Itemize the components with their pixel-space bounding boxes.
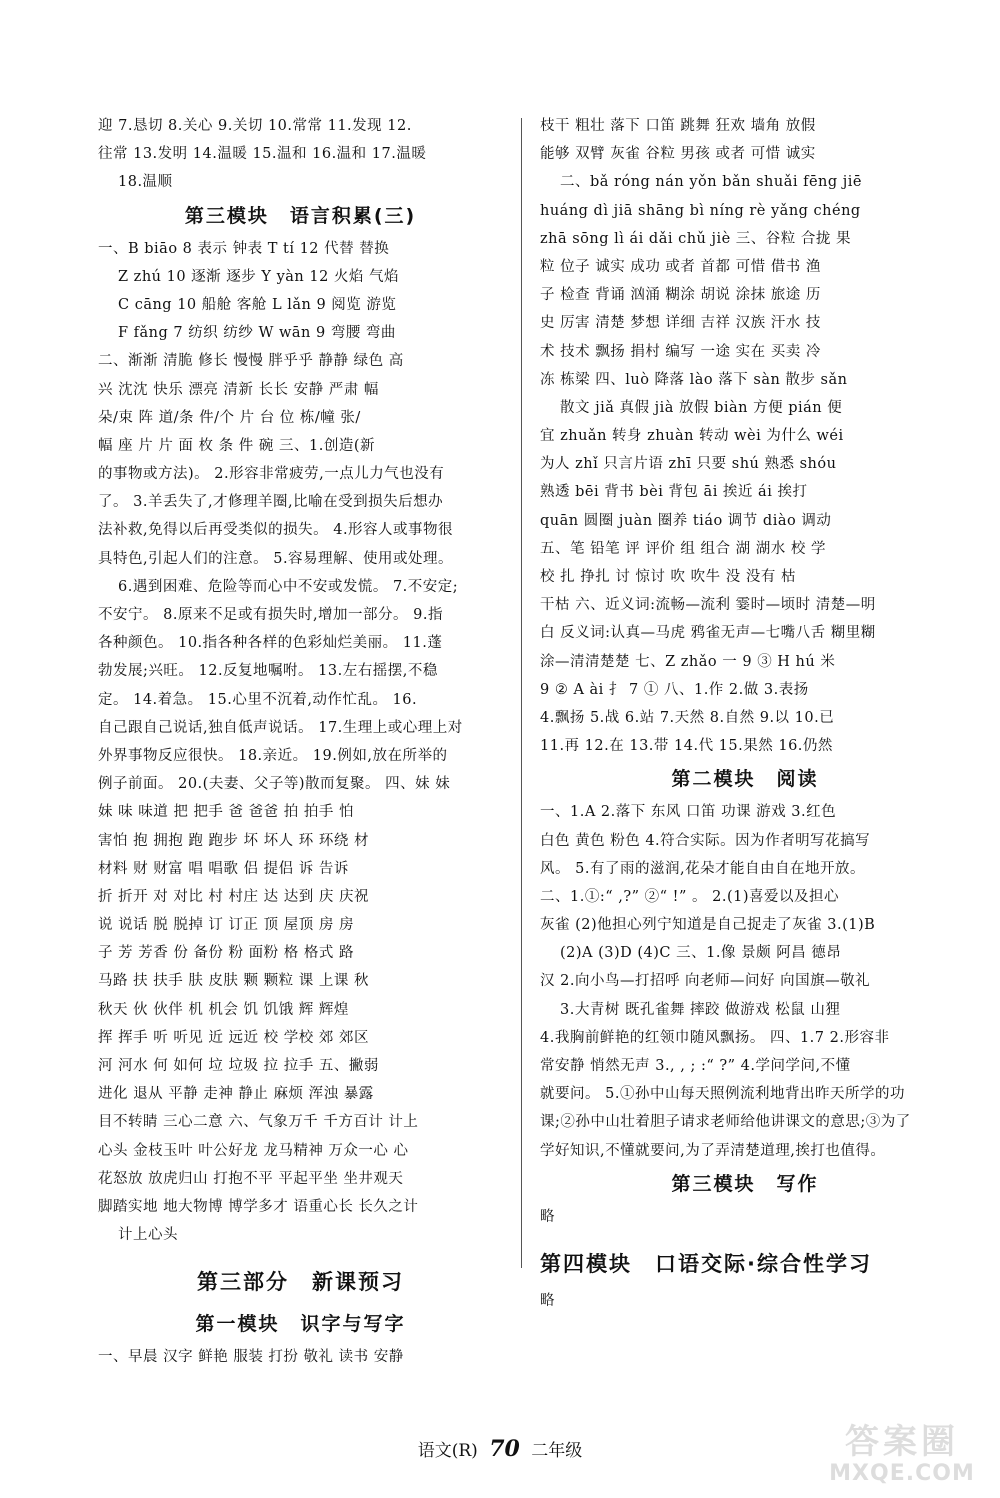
answer-line: 河 河水 何 如何 垃 垃圾 拉 拉手 五、撇弱 bbox=[98, 1058, 379, 1074]
answer-line: quān 圆圈 juàn 圈养 tiáo 调节 diào 调动 bbox=[540, 512, 832, 529]
left-column bbox=[98, 112, 503, 1372]
answer-line: 熟透 bēi 背书 bèi 背包 āi 挨近 ái 挨打 bbox=[540, 484, 808, 501]
answer-line: 校 扎 挣扎 讨 惊讨 吹 吹牛 没 没有 枯 bbox=[540, 569, 796, 585]
answer-line: 材料 财 财富 唱 唱歌 侣 提侣 诉 告诉 bbox=[98, 860, 349, 877]
answer-line: huáng dì jiā shāng bì níng rè yǎng chéng bbox=[540, 202, 861, 219]
answer-line: 干枯 六、近义词:流畅—流利 霎时—顷时 清楚—明 bbox=[540, 597, 876, 614]
answer-line: 具特色,引起人们的注意。 5.容易理解、使用或处理。 bbox=[98, 550, 454, 567]
answer-line: 脚踏实地 地大物博 博学多才 语重心长 长久之计 bbox=[98, 1198, 419, 1215]
answer-line: 学好知识,不懂就要问,为了弄清楚道理,挨打也值得。 bbox=[540, 1142, 886, 1159]
answer-line: 外界事物反应很快。 18.亲近。 19.例如,放在所举的 bbox=[98, 747, 448, 764]
answer-line: 的事物或方法)。 2.形容非常疲劳,一点儿力气也没有 bbox=[98, 466, 445, 483]
answer-line: 一、早晨 汉字 鲜艳 服装 打扮 敬礼 读书 安静 bbox=[98, 1349, 404, 1366]
answer-line: 就要问。 5.①孙中山每天照例流利地背出昨天所学的功 bbox=[540, 1086, 905, 1103]
answer-line: 花怒放 放虎归山 打抱不平 平起平坐 坐井观天 bbox=[98, 1170, 404, 1187]
section-heading: 第三模块 写作 bbox=[671, 1172, 819, 1195]
answer-line: 心头 金枝玉叶 叶公好龙 龙马精神 万众一心 心 bbox=[98, 1142, 409, 1159]
answer-line: 常安静 悄然无声 3., , ; :“ ?” 4.学问学问,不懂 bbox=[540, 1058, 851, 1074]
answer-line: 各种颜色。 10.指各种各样的色彩灿烂美丽。 11.蓬 bbox=[98, 635, 443, 652]
answer-line: (2)A (3)D (4)C 三、1.像 景颇 阿昌 德昂 bbox=[560, 945, 842, 962]
answer-line: 6.遇到困难、危险等而心中不安或发慌。 7.不安定; bbox=[118, 578, 459, 595]
answer-line: 子 检查 背诵 汹涌 糊涂 胡说 涂抹 旅途 历 bbox=[540, 287, 821, 304]
answer-line: Z zhú 10 逐渐 逐步 Y yàn 12 火焰 气焰 bbox=[118, 268, 400, 285]
answer-line: 涂—清清楚楚 七、Z zhǎo 一 9 ③ H hú 米 bbox=[540, 653, 836, 670]
answer-line: 二、渐渐 清脆 修长 慢慢 胖乎乎 静静 绿色 高 bbox=[98, 353, 404, 370]
part-heading: 第三部分 新课预习 bbox=[197, 1270, 404, 1295]
answer-line: 汉 2.向小鸟—打招呼 向老师—问好 向国旗—敬礼 bbox=[540, 973, 871, 990]
answer-line: 3.大青树 既孔雀舞 摔跤 做游戏 松鼠 山狸 bbox=[560, 1001, 841, 1018]
answer-line: 二、1.①:“ ,?” ②“ !” 。 2.(1)喜爱以及担心 bbox=[540, 888, 839, 905]
page-number: 70 bbox=[489, 1436, 520, 1462]
answer-line: 五、笔 铅笔 评 评价 组 组合 湖 湖水 校 学 bbox=[540, 540, 826, 557]
answer-line: 不安宁。 8.原来不足或有损失时,增加一部分。 9.指 bbox=[98, 607, 443, 623]
answer-line: 说 说话 脱 脱掉 订 订正 顶 屋顶 房 房 bbox=[98, 917, 354, 934]
answer-line: 为人 zhǐ 只言片语 zhī 只要 shú 熟悉 shóu bbox=[540, 456, 837, 473]
footer-grade: 二年级 bbox=[531, 1441, 583, 1461]
answer-line: 子 芳 芳香 份 备份 粉 面粉 格 格式 路 bbox=[98, 945, 354, 962]
answer-line: 害怕 抱 拥抱 跑 跑步 坏 坏人 环 环绕 材 bbox=[98, 832, 369, 849]
answer-line: 课;②孙中山壮着胆子请求老师给他讲课文的意思;③为了 bbox=[540, 1114, 911, 1131]
answer-line: 粒 位子 诚实 成功 或者 首都 可惜 借书 渔 bbox=[540, 258, 821, 275]
section-heading: 第三模块 语言积累(三) bbox=[184, 204, 417, 227]
answer-line: 例子前面。 20.(夫妻、父子等)散而复聚。 四、妹 妹 bbox=[98, 776, 451, 793]
answer-line: 白色 黄色 粉色 4.符合实际。因为作者明写花搞写 bbox=[540, 832, 871, 849]
section-heading: 第一模块 识字与写字 bbox=[195, 1313, 406, 1336]
answer-line: C cāng 10 船舱 客舱 L lǎn 9 阅览 游览 bbox=[118, 296, 397, 313]
answer-line: 4.我胸前鲜艳的红领巾随风飘扬。 四、1.7 2.形容非 bbox=[540, 1029, 890, 1046]
answer-line: 略 bbox=[540, 1292, 555, 1309]
answer-line: 目不转睛 三心二意 六、气象万千 千方百计 计上 bbox=[98, 1114, 419, 1131]
answer-line: 迎 7.恳切 8.关心 9.关切 10.常常 11.发现 12. bbox=[98, 118, 412, 134]
section-heading: 第二模块 阅读 bbox=[671, 768, 819, 791]
column-divider bbox=[521, 118, 522, 1268]
right-column bbox=[540, 112, 950, 1315]
answer-line: 朵/束 阵 道/条 件/个 片 台 位 栋/幢 张/ bbox=[98, 409, 361, 426]
answer-line: 史 厉害 清楚 梦想 详细 吉祥 汉族 汗水 技 bbox=[540, 315, 821, 332]
answer-line: 9 ② A ài 扌 7 ① 八、1.作 2.做 3.表扬 bbox=[540, 681, 809, 698]
answer-line: 枝干 粗壮 落下 口笛 跳舞 狂欢 墙角 放假 bbox=[540, 118, 816, 134]
answer-line: 幅 座 片 片 面 枚 条 件 碗 三、1.创造(新 bbox=[98, 437, 375, 454]
answer-line: 计上心头 bbox=[118, 1227, 178, 1244]
answer-line: 18.温顺 bbox=[118, 174, 173, 191]
answer-line: 勃发展;兴旺。 12.反复地嘱咐。 13.左右摇摆,不稳 bbox=[98, 663, 438, 680]
answer-line: 冻 栋梁 四、luò 降落 lào 落下 sàn 散步 sǎn bbox=[540, 371, 848, 388]
answer-line: 一、1.A 2.落下 东风 口笛 功课 游戏 3.红色 bbox=[540, 804, 837, 821]
answer-line: 定。 14.着急。 15.心里不沉着,动作忙乱。 16. bbox=[98, 691, 418, 708]
answer-line: zhā sōng lì ái dǎi chǔ jiè 三、谷粒 合拢 果 bbox=[540, 230, 852, 247]
answer-line: 能够 双臂 灰雀 谷粒 男孩 或者 可惜 诚实 bbox=[540, 146, 816, 163]
answer-line: F fǎng 7 纺织 纺纱 W wān 9 弯腰 弯曲 bbox=[118, 325, 396, 342]
answer-line: 进化 退从 平静 走神 静止 麻烦 浑浊 暴露 bbox=[98, 1086, 374, 1103]
answer-line: 妹 味 味道 把 把手 爸 爸爸 拍 拍手 怕 bbox=[98, 804, 354, 821]
answer-line: 宜 zhuǎn 转身 zhuàn 转动 wèi 为什么 wéi bbox=[540, 428, 844, 445]
watermark-url: MXQE.COM bbox=[829, 1461, 975, 1486]
answer-line: 4.飘扬 5.战 6.站 7.天然 8.自然 9.以 10.已 bbox=[540, 709, 835, 726]
answer-line: 术 技术 飘扬 捐村 编写 一途 实在 买卖 冷 bbox=[540, 343, 821, 360]
answer-line: 自己跟自己说话,独自低声说话。 17.生理上或心理上对 bbox=[98, 719, 463, 736]
answer-line: 散文 jiǎ 真假 jià 放假 biàn 方便 pián 便 bbox=[560, 399, 843, 416]
section-heading: 第四模块 口语交际·综合性学习 bbox=[540, 1251, 872, 1276]
answer-line: 兴 沈沈 快乐 漂亮 清新 长长 安静 严肃 幅 bbox=[98, 381, 379, 398]
answer-line: 折 折开 对 对比 村 村庄 达 达到 庆 庆祝 bbox=[98, 888, 369, 905]
answer-line: 11.再 12.在 13.带 14.代 15.果然 16.仍然 bbox=[540, 738, 833, 755]
answer-line: 秋天 伙 伙伴 机 机会 饥 饥饿 辉 辉煌 bbox=[98, 1001, 349, 1018]
answer-line: 一、B biāo 8 表示 钟表 T tí 12 代替 替换 bbox=[98, 240, 390, 257]
watermark-logo bbox=[812, 1422, 992, 1492]
answer-line: 法补救,免得以后再受类似的损失。 4.形容人或事物很 bbox=[98, 522, 454, 539]
answer-line: 了。 3.羊丢失了,才修理羊圈,比喻在受到损失后想办 bbox=[98, 494, 444, 511]
answer-line: 略 bbox=[540, 1208, 555, 1225]
answer-line: 往常 13.发明 14.温暖 15.温和 16.温和 17.温暖 bbox=[98, 146, 427, 163]
answer-line: 白 反义词:认真—马虎 鸦雀无声—七嘴八舌 糊里糊 bbox=[540, 625, 876, 642]
answer-line: 马路 扶 扶手 肤 皮肤 颗 颗粒 课 上课 秋 bbox=[98, 973, 369, 990]
answer-line: 挥 挥手 听 听见 近 远近 校 学校 郊 郊区 bbox=[98, 1029, 369, 1046]
answer-line: 风。 5.有了雨的滋润,花朵才能自由自在地开放。 bbox=[540, 860, 866, 877]
answer-line: 二、bǎ róng nán yǒn bǎn shuǎi fēng jiē bbox=[560, 174, 863, 191]
footer-subject: 语文(R) bbox=[417, 1441, 478, 1461]
answer-line: 灰雀 (2)他担心列宁知道是自己捉走了灰雀 3.(1)B bbox=[540, 917, 876, 934]
watermark-text: 答案圈 bbox=[845, 1422, 959, 1462]
